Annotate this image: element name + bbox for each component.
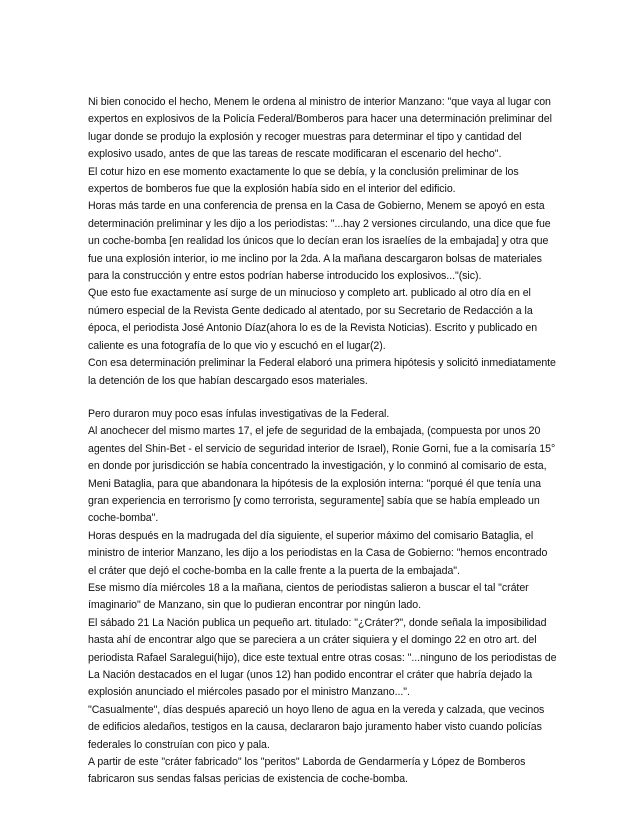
paragraph-cotur-conclusion: El cotur hizo en ese momento exactamente lo que se debía, y la conclusión preliminar de los expertos de bomberos fue que la explosión había sido en el interior del edificio. xyxy=(88,165,519,196)
paragraph-press-conference: Horas más tarde en una conferencia de prensa en la Casa de Gobierno, Menem se apoyó en esta determinación preliminar y les dijo a los periodistas: "...hay 2 versiones circulando, una dice que fue un coche-bomba [en realidad los únicos que lo decían eran los israelíes de la embajada] y otra que fue una explosión interior, io me inclino por la 2da. A la mañana descargaron bolsas de materiales para la construcción y entre estos podrían haberse introducido los explosivos..."(sic). xyxy=(88,200,551,283)
paragraph-short-lived: Pero duraron muy poco esas ínfulas investigativas de la Federal. xyxy=(88,407,390,420)
paragraph-revista-gente: Que esto fue exactamente así surge de un minucioso y completo art. publicado al otro día en el número especial de la Revista Gente dedicado al atentado, por su Secretario de Redacción a la época, el periodista José Antonio Díaz(ahora lo es de la Revista Noticias). Escrito y publicado en caliente es una fotografía de lo que vio y escuchó en el lugar(2). xyxy=(88,287,538,352)
paragraph-menem-order: Ni bien conocido el hecho, Menem le ordena al ministro de interior Manzano: "que vaya al lugar con expertos en explosivos de la Policía Federal/Bomberos para hacer una determinación preliminar del lugar donde se produjo la explosión y recoger muestras para determinar el tipo y cantidad del explosivo usado, antes de que las tareas de rescate modificaran el escenario del hecho". xyxy=(88,96,552,161)
paragraph-la-nacion: El sábado 21 La Nación publica un pequeño art. titulado: "¿Cráter?", donde señala la imposibilidad hasta ahí de encontrar algo que se pareciera a un cráter siquiera y el domingo 22 en otro art. del periodista Rafael Saralegui(hijo), dice este textual entre otras cosas: "...ninguno de los periodistas de La Nación destacados en el lugar (unos 12) han podido encontrar el cráter que habría dejado la explosión anunciado el miércoles pasado por el ministro Manzano...". xyxy=(88,616,557,699)
document-body xyxy=(88,94,558,789)
paragraph-crater-claim: Horas después en la madrugada del día siguiente, el superior máximo del comisario Bataglia, el ministro de interior Manzano, les dijo a los periodistas en la Casa de Gobierno: "hemos encontrado el cráter que dejó el coche-bomba en la calle frente a la puerta de la embajada". xyxy=(88,529,548,577)
paragraph-journalists-search: Ese mismo día miércoles 18 a la mañana, cientos de periodistas salieron a buscar el tal "cráter ímaginario" de Manzano, sin que lo pudieran encontrar por ningún lado. xyxy=(88,581,529,612)
paragraph-casualmente: "Casualmente", días después apareció un hoyo lleno de agua en la vereda y calzada, que vecinos de edificios aledaños, testigos en la causa, declararon bajo juramento haber visto cuando policías federales lo construían con pico y pala. xyxy=(88,703,545,751)
paragraph-spacer xyxy=(88,390,558,406)
paragraph-fabricated-crater: A partir de este "cráter fabricado" los "peritos" Laborda de Gendarmería y López de Bomberos fabricaron sus sendas falsas pericias de existencia de coche-bomba. xyxy=(88,756,526,786)
paragraph-first-hypothesis: Con esa determinación preliminar la Federal elaboró una primera hipótesis y solicitó inmediatamente la detención de los que habían descargado esos materiales. xyxy=(88,357,556,387)
paragraph-shin-bet: Al anochecer del mismo martes 17, el jefe de seguridad de la embajada, (compuesta por unos 20 agentes del Shin-Bet - el servicio de seguridad interior de Israel), Ronie Gorni, fue a la comisaría 15° en donde por jurisdicción se había concentrado la investigación, y lo conminó al comisario de esta, Meni Bataglia, para que abandonara la hipótesis de la explosión interna: "porqué él que tenía una gran experiencia en terrorismo [y como terrorista, seguramente] sabía que se había empleado un coche-bomba". xyxy=(88,425,556,525)
